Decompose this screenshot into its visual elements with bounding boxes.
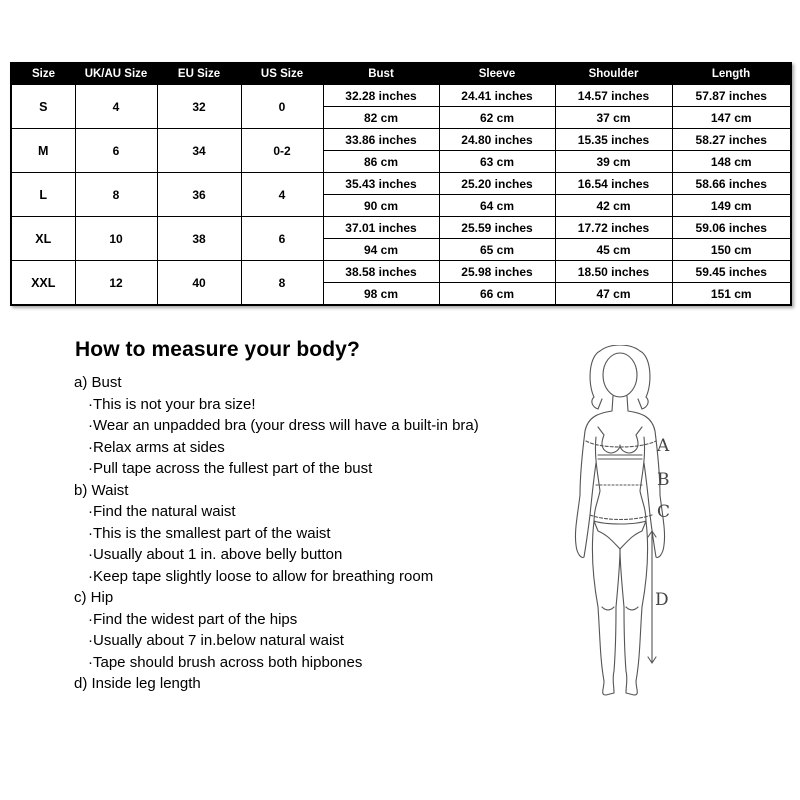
us-cell: 4 xyxy=(241,173,323,217)
uk-au-cell: 6 xyxy=(75,129,157,173)
length-inches-cell: 57.87 inches xyxy=(672,85,791,107)
shoulder-inches-cell: 17.72 inches xyxy=(555,217,672,239)
bust-inches-cell: 33.86 inches xyxy=(323,129,439,151)
sleeve-cm-cell: 63 cm xyxy=(439,151,555,173)
figure-label-d: D xyxy=(655,590,669,610)
table-row xyxy=(11,173,791,195)
column-header: UK/AU Size xyxy=(75,63,157,85)
measure-tip: ·Usually about 7 in.below natural waist xyxy=(88,632,344,649)
eu-cell: 34 xyxy=(157,129,241,173)
measure-section-heading: a) Bust xyxy=(74,374,122,391)
us-cell: 8 xyxy=(241,261,323,306)
shoulder-cm-cell: 37 cm xyxy=(555,107,672,129)
shoulder-inches-cell: 14.57 inches xyxy=(555,85,672,107)
measure-tip: ·This is the smallest part of the waist xyxy=(88,524,331,542)
shoulder-cm-cell: 39 cm xyxy=(555,151,672,173)
sleeve-inches-cell: 24.41 inches xyxy=(439,85,555,107)
measure-guide-title: How to measure your body? xyxy=(75,338,360,361)
size-chart-table xyxy=(10,62,792,306)
table-row xyxy=(11,129,791,151)
measure-tip: ·Usually about 1 in. above belly button xyxy=(88,546,343,563)
length-cm-cell: 148 cm xyxy=(672,151,791,173)
uk-au-cell: 10 xyxy=(75,217,157,261)
shoulder-cm-cell: 45 cm xyxy=(555,239,672,261)
measure-tip: ·Pull tape across the fullest part of the bust xyxy=(88,460,373,477)
bust-cm-cell: 82 cm xyxy=(323,107,439,129)
bust-inches-cell: 38.58 inches xyxy=(323,261,439,283)
table-row xyxy=(11,217,791,239)
shoulder-inches-cell: 16.54 inches xyxy=(555,173,672,195)
measure-section-heading: b) Waist xyxy=(74,481,129,499)
length-inches-cell: 59.06 inches xyxy=(672,217,791,239)
bust-cm-cell: 90 cm xyxy=(323,195,439,217)
measure-section-heading: d) Inside leg length xyxy=(74,675,201,692)
bust-inches-cell: 32.28 inches xyxy=(323,85,439,107)
body-measurement-figure-icon xyxy=(560,345,690,700)
measure-tip: ·Tape should brush across both hipbones xyxy=(88,653,363,671)
us-cell: 6 xyxy=(241,217,323,261)
size-cell: XL xyxy=(11,217,75,261)
bust-inches-cell: 37.01 inches xyxy=(323,217,439,239)
size-cell: M xyxy=(11,129,75,173)
length-inches-cell: 59.45 inches xyxy=(672,261,791,283)
uk-au-cell: 4 xyxy=(75,85,157,129)
sleeve-cm-cell: 64 cm xyxy=(439,195,555,217)
measure-tip: ·Keep tape slightly loose to allow for breathing room xyxy=(88,567,434,585)
measure-tip: ·Relax arms at sides xyxy=(88,438,225,456)
eu-cell: 40 xyxy=(157,261,241,306)
figure-label-a: A xyxy=(657,436,670,456)
bust-cm-cell: 86 cm xyxy=(323,151,439,173)
eu-cell: 36 xyxy=(157,173,241,217)
eu-cell: 32 xyxy=(157,85,241,129)
measure-tip: ·This is not your bra size! xyxy=(88,395,256,413)
sleeve-cm-cell: 66 cm xyxy=(439,283,555,306)
measure-section-heading: c) Hip xyxy=(74,589,114,606)
shoulder-cm-cell: 47 cm xyxy=(555,283,672,306)
sleeve-inches-cell: 25.98 inches xyxy=(439,261,555,283)
table-header-row xyxy=(11,63,791,85)
column-header: EU Size xyxy=(157,63,241,85)
column-header: Size xyxy=(11,63,75,85)
length-cm-cell: 150 cm xyxy=(672,239,791,261)
size-cell: L xyxy=(11,173,75,217)
sleeve-inches-cell: 25.59 inches xyxy=(439,217,555,239)
measure-tip: ·Wear an unpadded bra (your dress will have a built-in bra) xyxy=(88,417,479,434)
figure-label-c: C xyxy=(657,502,671,522)
length-inches-cell: 58.66 inches xyxy=(672,173,791,195)
eu-cell: 38 xyxy=(157,217,241,261)
shoulder-inches-cell: 18.50 inches xyxy=(555,261,672,283)
size-cell: S xyxy=(11,85,75,129)
bust-cm-cell: 94 cm xyxy=(323,239,439,261)
length-inches-cell: 58.27 inches xyxy=(672,129,791,151)
table-row xyxy=(11,85,791,107)
measure-tip: ·Find the widest part of the hips xyxy=(88,610,298,628)
column-header: Shoulder xyxy=(555,63,672,85)
us-cell: 0-2 xyxy=(241,129,323,173)
measure-guide-list xyxy=(74,372,479,695)
size-cell: XXL xyxy=(11,261,75,306)
figure-label-b: B xyxy=(657,470,670,490)
length-cm-cell: 151 cm xyxy=(672,283,791,306)
table-body xyxy=(11,85,791,306)
length-cm-cell: 149 cm xyxy=(672,195,791,217)
column-header: US Size xyxy=(241,63,323,85)
shoulder-inches-cell: 15.35 inches xyxy=(555,129,672,151)
column-header: Bust xyxy=(323,63,439,85)
column-header: Sleeve xyxy=(439,63,555,85)
sleeve-inches-cell: 25.20 inches xyxy=(439,173,555,195)
bust-inches-cell: 35.43 inches xyxy=(323,173,439,195)
us-cell: 0 xyxy=(241,85,323,129)
uk-au-cell: 8 xyxy=(75,173,157,217)
uk-au-cell: 12 xyxy=(75,261,157,306)
measure-tip: ·Find the natural waist xyxy=(88,503,236,520)
sleeve-cm-cell: 62 cm xyxy=(439,107,555,129)
length-cm-cell: 147 cm xyxy=(672,107,791,129)
shoulder-cm-cell: 42 cm xyxy=(555,195,672,217)
bust-cm-cell: 98 cm xyxy=(323,283,439,306)
sleeve-inches-cell: 24.80 inches xyxy=(439,129,555,151)
sleeve-cm-cell: 65 cm xyxy=(439,239,555,261)
column-header: Length xyxy=(672,63,791,85)
table-row xyxy=(11,261,791,283)
